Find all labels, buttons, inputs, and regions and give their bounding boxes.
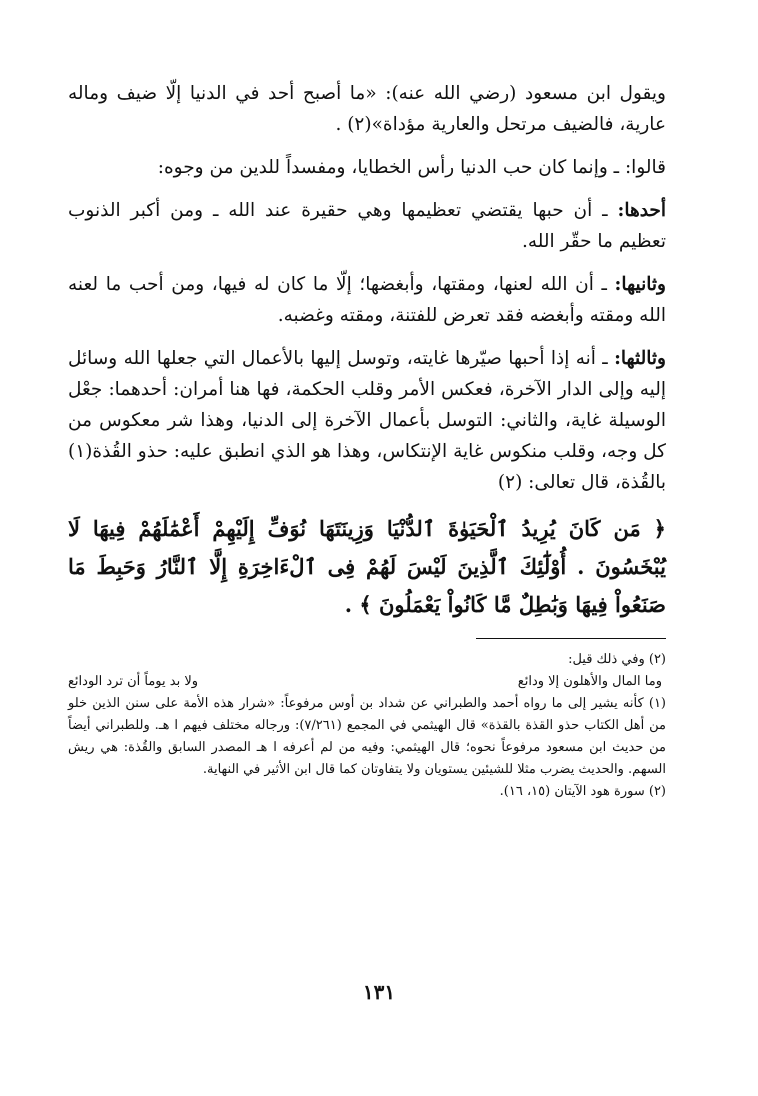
poem-first-half: وما المال والأهلون إلا ودائع	[517, 674, 662, 689]
footnote-2-intro: (٢) وفي ذلك قيل:	[568, 652, 666, 667]
footnote-1: (١) كأنه يشير إلى ما رواه أحمد والطبراني عن شداد بن أوس مرفوعاً: «شرار هذه الأمة على سنن الذين خلو من أهل الكتاب حذو القذة بالقذة» قال الهيثمي في المجمع (٧/٢٦١): ورجاله مختلف فيهم ا هـ. وللطبراني أيضاً من حديث ابن مسعود مرفوعاً نحوه؛ قال الهيثمي: وفيه من لم أعرفه ا هـ المصدر السابق والقُذة: هي ريش السهم. والحديث يضرب مثلا للشيئين يستويان ولا يتفاوتان كما قال ابن الأثير في النهاية.	[68, 696, 666, 777]
footnote-divider	[476, 638, 666, 639]
paragraph-second-reason	[68, 269, 666, 331]
paragraph-text: ـ أن الله لعنها، ومقتها، وأبغضها؛ إلّا ما كان له فيها، ومن أحب ما لعنه الله ومقته وأبغضه فقد تعرض للفتنة، ومقته وغضبه.	[68, 274, 666, 326]
paragraph-ibn-masud	[68, 78, 666, 140]
paragraph-text: ويقول ابن مسعود (رضي الله عنه): «ما أصبح أحد في الدنيا إلّا ضيف وماله عارية، فالضيف مرتحل والعارية مؤداة»(٢) .	[68, 83, 666, 135]
poem-line	[68, 671, 666, 693]
paragraph-lead: وثالثها:	[614, 348, 666, 369]
footnote-2-source: (٢) سورة هود الآيتان (١٥، ١٦).	[499, 784, 666, 799]
quran-verse: ﴿ مَن كَانَ يُرِيدُ ٱلْحَيَوٰةَ ٱلدُّنْيَا وَزِينَتَهَا نُوَفِّ إِلَيْهِمْ أَعْمَٰلَهُمْ فِيهَا لَا يُبْخَسُونَ . أُوْلَٰٓئِكَ ٱلَّذِينَ لَيْسَ لَهُمْ فِى ٱلْءَاخِرَةِ إِلَّا ٱلنَّارُ وَحَبِطَ مَا صَنَعُواْ فِيهَا وَبَٰطِلٌ مَّا كَانُواْ يَعْمَلُونَ ﴾ .	[68, 516, 666, 617]
paragraph-lead: وثانيها:	[614, 274, 666, 295]
paragraph-third-reason	[68, 343, 666, 498]
paragraph-text: ـ أنه إذا أحبها صيّرها غايته، وتوسل إليها بالأعمال التي جعلها الله وسائل إليه وإلى الدار الآخرة، فعكس الأمر وقلب الحكمة، فها هنا أمران: أحدهما: جعْل الوسيلة غاية، والثاني: التوسل بأعمال الآخرة إلى الدنيا، وهذا شر معكوس من كل وجه، وقلب منكوس غاية الإنتكاس، وهذا هو الذي انطبق عليه: حذو القُذة(١) بالقُذة، قال تعالى: (٢)	[68, 348, 666, 493]
paragraph-first-reason	[68, 195, 666, 257]
paragraph-text: قالوا: ـ وإنما كان حب الدنيا رأس الخطايا، ومفسداً للدين من وجوه:	[157, 157, 666, 178]
paragraph-qalu	[68, 152, 666, 183]
paragraph-text: ـ أن حبها يقتضي تعظيمها وهي حقيرة عند الله ـ ومن أكبر الذنوب تعظيم ما حقّر الله.	[68, 200, 666, 252]
page-number: ١٣١	[362, 980, 396, 1004]
paragraph-lead: أحدها:	[617, 200, 666, 221]
poem-second-half: ولا بد يوماً أن ترد الودائع	[68, 674, 199, 689]
